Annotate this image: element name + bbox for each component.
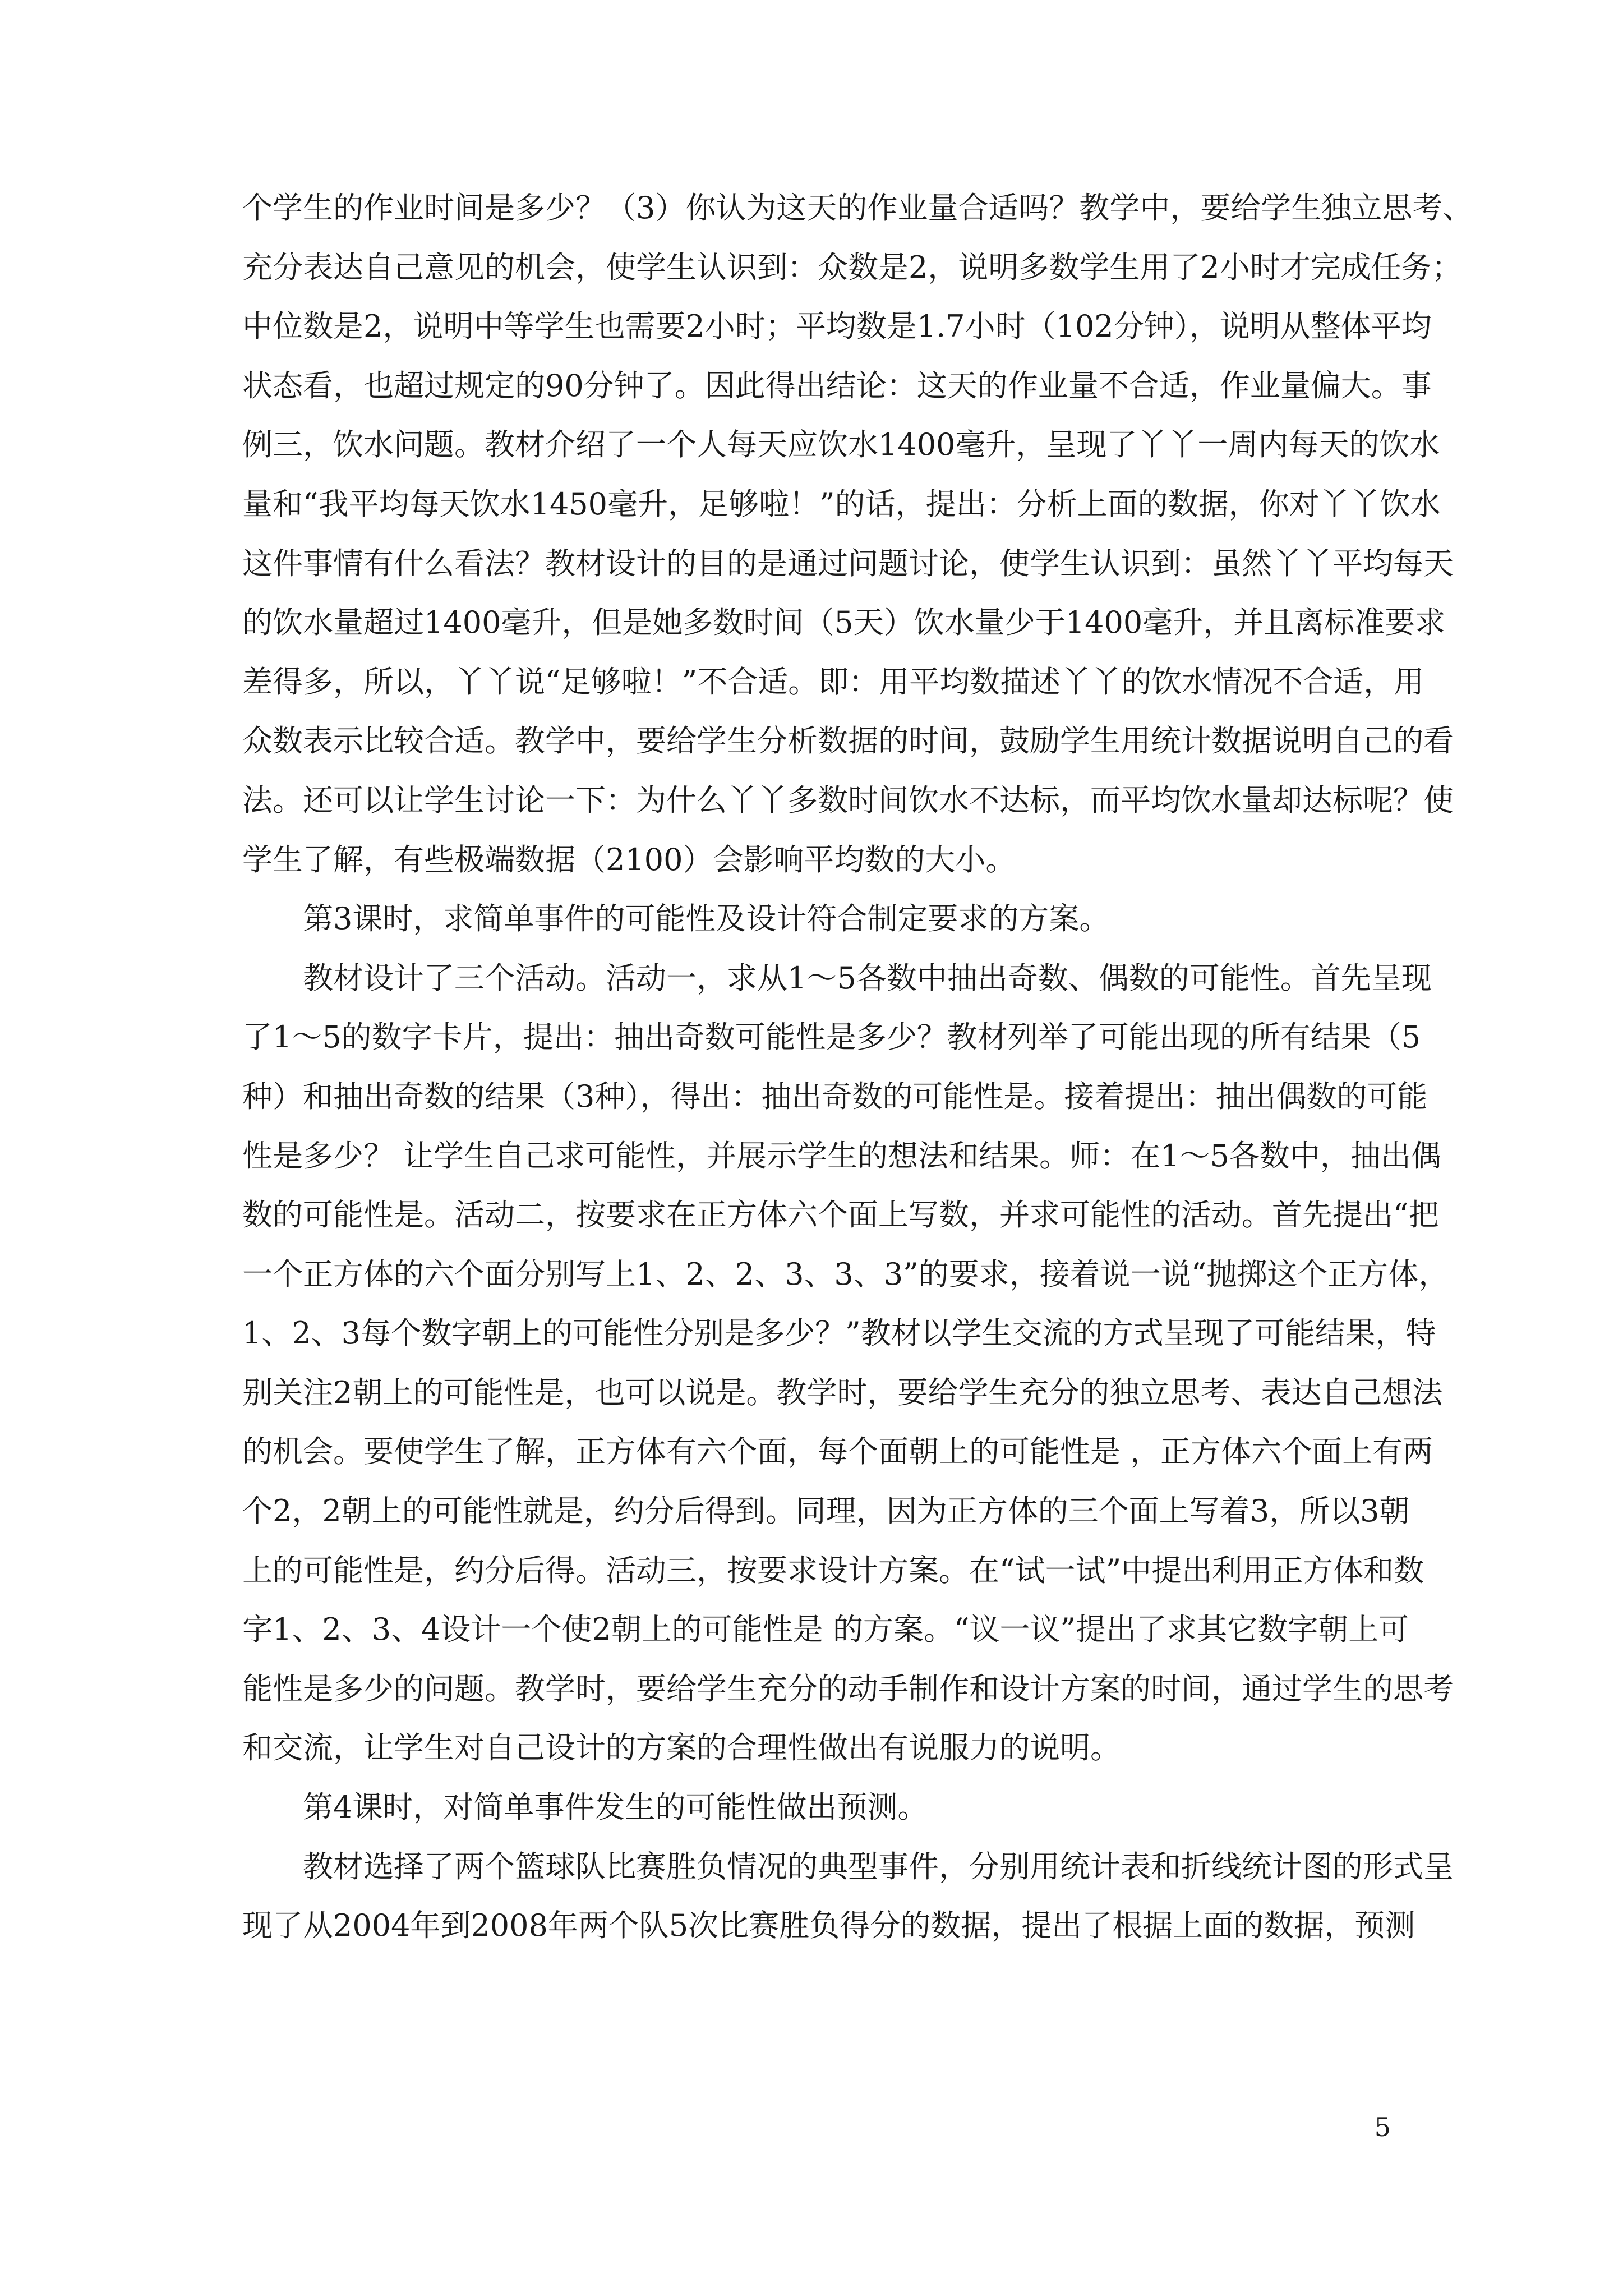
- text-line: 性是多少？ 让学生自己求可能性，并展示学生的想法和结果。师：在1～5各数中，抽出偶: [242, 1138, 1441, 1174]
- text-line: 差得多，所以，丫丫说“足够啦！”不合适。即：用平均数描述丫丫的饮水情况不合适，用: [242, 664, 1424, 700]
- text-line: 种）和抽出奇数的结果（3种），得出：抽出奇数的可能性是。接着提出：抽出偶数的可能: [242, 1078, 1428, 1114]
- text-line: 这件事情有什么看法？教材设计的目的是通过问题讨论，使学生认识到：虽然丫丫平均每天: [242, 545, 1454, 581]
- text-line: 充分表达自己意见的机会，使学生认识到：众数是2，说明多数学生用了2小时才完成任务；: [242, 249, 1462, 285]
- text-line: 一个正方体的六个面分别写上1、2、2、3、3、3”的要求，接着说一说“抛掷这个正方体，: [242, 1256, 1449, 1292]
- text-line: 的机会。要使学生了解，正方体有六个面，每个面朝上的可能性是 ，正方体六个面上有两: [242, 1434, 1433, 1470]
- text-line: 法。还可以让学生讨论一下：为什么丫丫多数时间饮水不达标，而平均饮水量却达标呢？使: [242, 782, 1454, 818]
- text-line: 上的可能性是，约分后得。活动三，按要求设计方案。在“试一试”中提出利用正方体和数: [242, 1552, 1424, 1588]
- text-line: 能性是多少的问题。教学时，要给学生充分的动手制作和设计方案的时间，通过学生的思考: [242, 1671, 1454, 1706]
- body-text: [242, 178, 1473, 1955]
- text-line: 数的可能性是。活动二，按要求在正方体六个面上写数，并求可能性的活动。首先提出“把: [242, 1197, 1439, 1233]
- text-line: 和交流，让学生对自己设计的方案的合理性做出有说服力的说明。: [242, 1730, 1121, 1766]
- page-number: 5: [1374, 2112, 1391, 2142]
- text-line: 众数表示比较合适。教学中，要给学生分析数据的时间，鼓励学生用统计数据说明自己的看: [242, 723, 1454, 759]
- text-line: 教材选择了两个篮球队比赛胜负情况的典型事件，分别用统计表和折线统计图的形式呈: [303, 1848, 1454, 1884]
- lesson-heading: 第3课时，求简单事件的可能性及设计符合制定要求的方案。: [303, 901, 1110, 937]
- text-line: 个2，2朝上的可能性就是，约分后得到。同理，因为正方体的三个面上写着3，所以3朝: [242, 1493, 1410, 1529]
- text-line: 中位数是2，说明中等学生也需要2小时；平均数是1.7小时（102分钟），说明从整体平均: [242, 309, 1432, 344]
- text-line: 学生了解，有些极端数据（2100）会影响平均数的大小。: [242, 841, 1016, 877]
- text-line: 别关注2朝上的可能性是，也可以说是。教学时，要给学生充分的独立思考、表达自己想法: [242, 1374, 1443, 1410]
- text-line: 了1～5的数字卡片，提出：抽出奇数可能性是多少？教材列举了可能出现的所有结果（5: [242, 1019, 1421, 1055]
- lesson-heading: 第4课时，对简单事件发生的可能性做出预测。: [303, 1789, 928, 1825]
- text-line: 1、2、3每个数字朝上的可能性分别是多少？”教材以学生交流的方式呈现了可能结果，特: [242, 1315, 1436, 1351]
- text-line: 现了从2004年到2008年两个队5次比赛胜负得分的数据，提出了根据上面的数据，预测: [242, 1908, 1415, 1944]
- text-line: 个学生的作业时间是多少？（3）你认为这天的作业量合适吗？教学中，要给学生独立思考、: [242, 190, 1473, 226]
- text-line: 量和“我平均每天饮水1450毫升，足够啦！”的话，提出：分析上面的数据，你对丫丫饮水: [242, 486, 1441, 522]
- text-line: 字1、2、3、4设计一个使2朝上的可能性是 的方案。“议一议”提出了求其它数字朝上可: [242, 1612, 1409, 1648]
- text-line: 的饮水量超过1400毫升，但是她多数时间（5天）饮水量少于1400毫升，并且离标准要求: [242, 605, 1446, 641]
- text-line: 例三，饮水问题。教材介绍了一个人每天应饮水1400毫升，呈现了丫丫一周内每天的饮水: [242, 427, 1440, 463]
- text-line: 状态看，也超过规定的90分钟了。因此得出结论：这天的作业量不合适，作业量偏大。事: [242, 367, 1432, 403]
- text-line: 教材设计了三个活动。活动一，求从1～5各数中抽出奇数、偶数的可能性。首先呈现: [303, 960, 1432, 996]
